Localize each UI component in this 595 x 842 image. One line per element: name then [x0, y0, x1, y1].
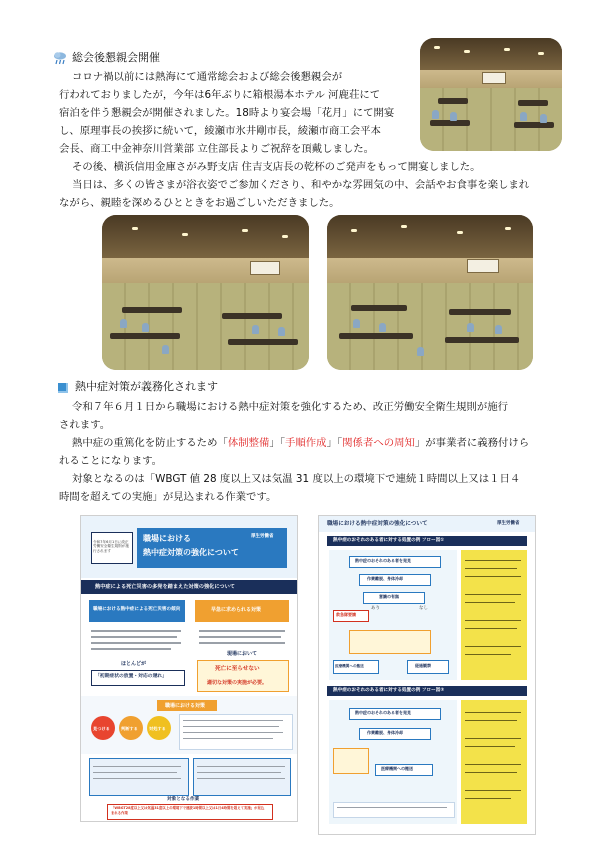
rain-cloud-icon [52, 50, 68, 66]
column-box-text: 適切な対策の実施が必要。 [207, 680, 268, 686]
paragraph-line: 宿泊を伴う懇親会が開催されました。18時より宴会場「花月」にて開宴 [59, 107, 395, 119]
flow-step: 医療機関への搬送 [335, 664, 364, 668]
flow-step: 作業離脱、身体冷却 [367, 576, 403, 581]
ministry-logo-text: 厚生労働省 [497, 521, 520, 526]
flyer-title: 熱中症対策の強化について [143, 548, 239, 557]
paragraph-line: 行われておりましたが，今年は6年ぶりに箱根湯本ホテル 河鹿荘にて [59, 89, 381, 101]
column-box-text: 死亡に至らせない [215, 666, 260, 672]
flow-branch-label: なし [419, 606, 428, 611]
column-title: 職場における熱中症による死亡災害の傾向 [93, 607, 181, 612]
flyer-title: 職場における熱中症対策の強化について [327, 521, 428, 527]
policy-title: 職場における対策 [165, 703, 206, 709]
flow-band: 熱中症のおそれのある者に対する処置の例 フロー図① [333, 538, 445, 543]
paragraph-line: その後、横浜信用金庫さがみ野支店 住吉支店長の乾杯のご発声をもって開宴しました。 [72, 161, 481, 173]
column-text: ほとんどが [121, 661, 147, 667]
blue-square-bullet-icon [58, 383, 68, 393]
banquet-photo [327, 215, 533, 370]
column-text: 現場において [227, 651, 258, 657]
ministry-logo-text: 厚生労働省 [251, 534, 274, 539]
paragraph-line: 熱中症の重篤化を防止するため「体制整備」「手順作成」「関係者への周知」が事業者に義務付けら [72, 437, 530, 449]
step-circle-label: 判断する [121, 726, 138, 731]
step-circle-label: 対処する [149, 726, 166, 731]
banquet-photo [420, 38, 562, 151]
paragraph-line: 時間を超えての実施」が見込まれる作業です。 [59, 491, 277, 503]
column-title: 早急に求められる対策 [211, 607, 262, 613]
section-heading: 総会後懇親会開催 [72, 51, 160, 64]
paragraph-line: れることになります。 [59, 455, 163, 467]
flow-step: 意識の有無 [379, 594, 399, 599]
heatstroke-flyer-flowchart [318, 515, 536, 835]
flyer-band: 熱中症による死亡災害の多発を踏まえた対策の強化について [95, 584, 235, 590]
section-heading: 熱中症対策が義務化されます [75, 380, 218, 393]
step-circle-label: 見つける [93, 726, 110, 731]
highlight-text: 手順作成 [285, 437, 327, 449]
paragraph-line: 会長、商工中金神奈川営業部 立住部長よりご祝辞を頂戴しました。 [59, 143, 375, 155]
paragraph-line: 当日は、多くの皆さまが浴衣姿でご参加くださり、和やかな雰囲気の中、会話やお食事を楽しまれ [72, 179, 530, 191]
paragraph-line: し、原理事長の挨拶に続いて，綾瀬市氷井剛市長，綾瀬市商工会平本 [59, 125, 381, 137]
paragraph-line: 令和７年６月１日から職場における熱中症対策を強化するため、改正労働安全衛生規則が施行 [72, 401, 508, 413]
flow-step: 作業離脱、身体冷却 [367, 730, 403, 735]
paragraph-line: コロナ禍以前には熱海にて通常総会および総会後懇親会が [72, 71, 343, 83]
flow-step: 経過観察 [415, 663, 431, 668]
badge-text: 令和7年6月1日に改正労働安全衛生規則が施行されます [93, 540, 129, 553]
highlight-text: 体制整備 [227, 437, 270, 449]
flow-step: 医療機関への搬送 [381, 766, 413, 771]
heatstroke-flyer-front [80, 515, 298, 822]
flyer-title: 職場における [143, 534, 191, 543]
paragraph-line: ながら、親睦を深めるひとときをお過ごしいただきました。 [59, 197, 340, 209]
banquet-photo [102, 215, 309, 370]
paragraph-line: 対象となるのは「WBGT 値 28 度以上又は気温 31 度以上の環境下で連続１時間以上又は１日４ [72, 473, 521, 485]
flow-branch-label: あり [371, 606, 380, 611]
flow-step: 熱中症のおそれのある者を発見 [355, 558, 411, 563]
target-label: 対象となる作業 [167, 797, 200, 802]
column-box-text: 「初期症状の放置・対応の遅れ」 [95, 674, 167, 679]
target-box-text: 「WBGT28度以上又は気温31度以上の環境下で連続1時間以上又は1日4時間を超えて実施」が見込まれる作業 [111, 806, 265, 815]
flow-step: 熱中症のおそれのある者を発見 [355, 710, 411, 715]
flow-band: 熱中症のおそれのある者に対する処置の例 フロー図② [333, 688, 445, 693]
highlight-text: 関係者への周知 [342, 437, 415, 449]
paragraph-line: されます。 [59, 419, 111, 431]
flow-step: 救急隊要請 [336, 612, 356, 617]
